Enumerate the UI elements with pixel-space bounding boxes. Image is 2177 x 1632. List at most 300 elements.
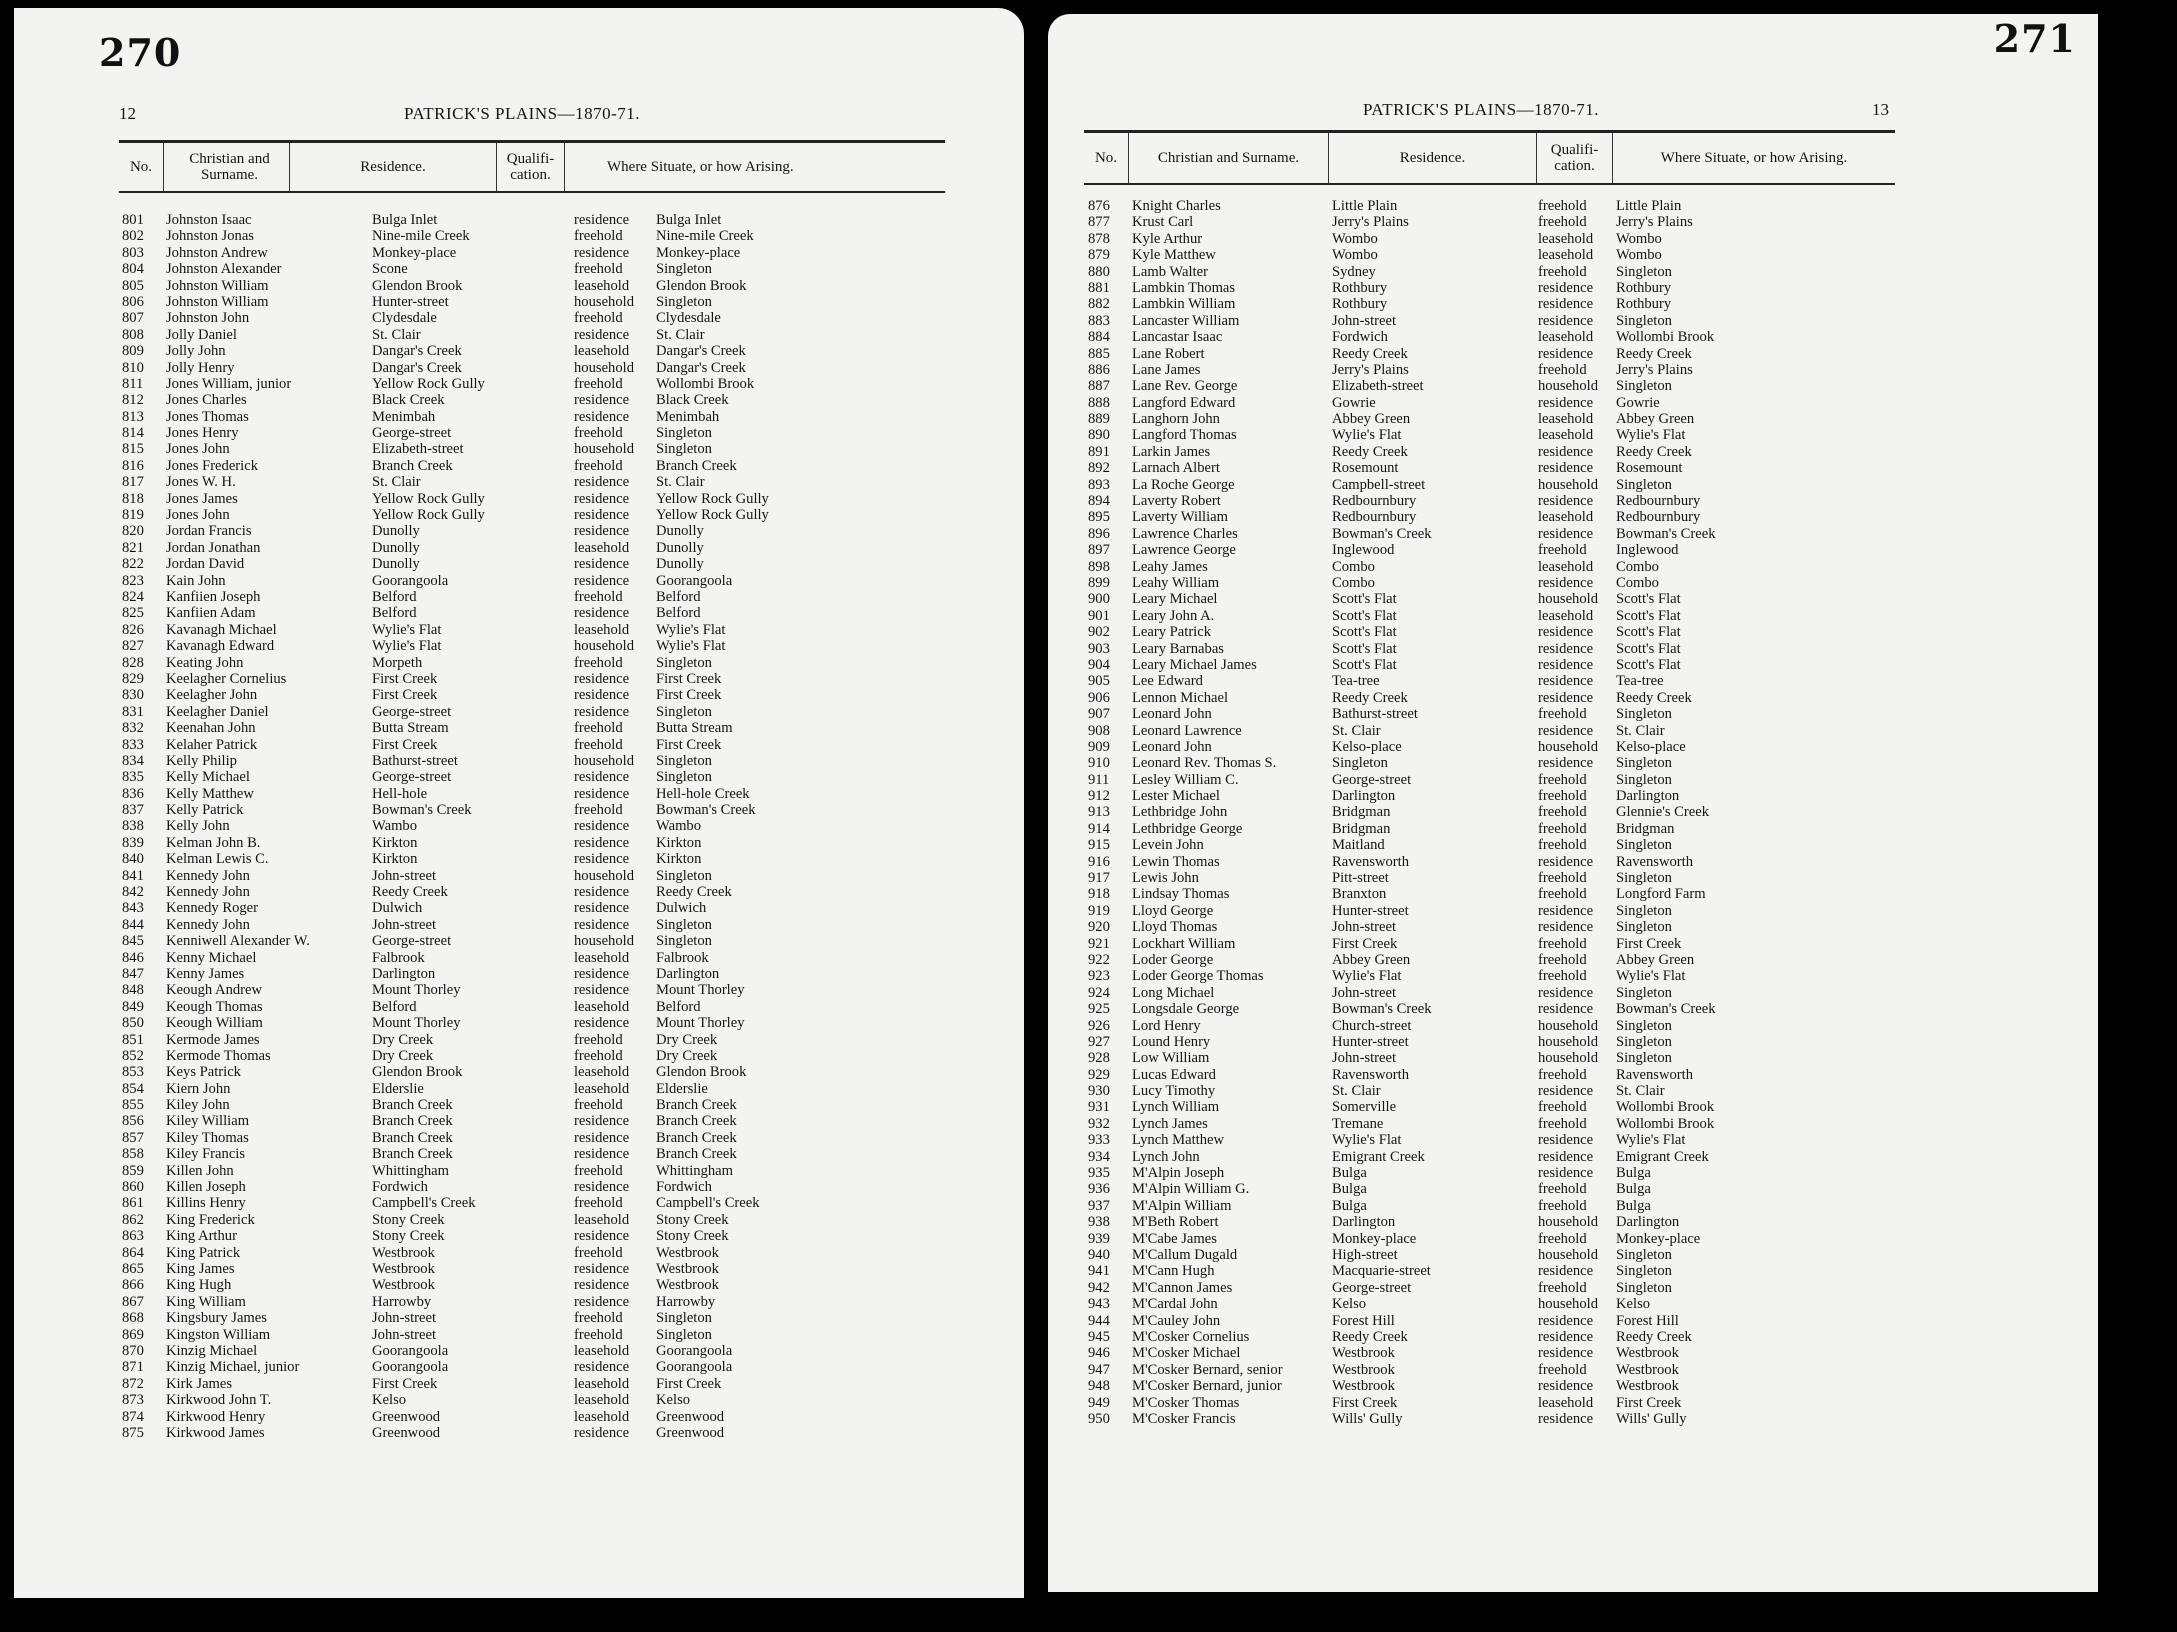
entry-name: Kenny Michael	[166, 949, 257, 966]
entry-residence: Wambo	[372, 818, 418, 835]
entry-residence: St. Clair	[372, 474, 421, 491]
entry-residence: Darlington	[1332, 788, 1396, 805]
entry-where: Wambo	[656, 818, 702, 835]
entry-name: Jolly John	[166, 343, 226, 360]
entry-residence: Westbrook	[372, 1244, 435, 1261]
entry-where: Mount Thorley	[656, 982, 745, 999]
page-title: PATRICK'S PLAINS—1870-71.	[1363, 100, 1599, 119]
entry-residence: Ravensworth	[1332, 853, 1410, 870]
entry-qualification: freehold	[1538, 771, 1587, 788]
elector-row	[122, 769, 866, 785]
entry-qualification: residence	[1538, 1328, 1594, 1345]
entry-residence: Wills' Gully	[1332, 1410, 1403, 1427]
entry-number: 844	[122, 916, 144, 933]
entry-where: Forest Hill	[1616, 1312, 1679, 1329]
entry-residence: Branch Creek	[372, 1129, 453, 1146]
entry-residence: Wombo	[1332, 230, 1378, 247]
entry-number: 810	[122, 359, 144, 376]
entry-residence: Elizabeth-street	[1332, 378, 1424, 395]
entry-residence: Little Plain	[1332, 198, 1398, 214]
entry-number: 802	[122, 228, 144, 245]
entry-residence: Branch Creek	[372, 1113, 453, 1130]
elector-row	[122, 982, 866, 998]
entry-number: 922	[1088, 951, 1110, 968]
entry-number: 923	[1088, 968, 1110, 985]
entry-qualification: leasehold	[574, 1392, 630, 1409]
entry-where: St. Clair	[656, 326, 705, 343]
entry-name: King Arthur	[166, 1228, 237, 1245]
entry-number: 840	[122, 851, 144, 868]
entry-qualification: household	[1538, 1296, 1598, 1313]
entry-number: 847	[122, 965, 144, 982]
entry-qualification: freehold	[1538, 820, 1587, 837]
entry-name: Lynch John	[1132, 1148, 1200, 1165]
entry-residence: First Creek	[372, 736, 438, 753]
entry-where: Singleton	[656, 654, 712, 671]
entry-number: 863	[122, 1228, 144, 1245]
elector-row	[1088, 1181, 1816, 1197]
entry-name: Kavanagh Michael	[166, 621, 277, 638]
entry-qualification: leasehold	[574, 1342, 630, 1359]
elector-row	[1088, 1395, 1816, 1411]
entry-number: 814	[122, 425, 144, 442]
entry-number: 881	[1088, 279, 1110, 296]
entry-residence: Branxton	[1332, 886, 1387, 903]
entry-where: Singleton	[1616, 312, 1672, 329]
entry-name: M'Alpin Joseph	[1132, 1165, 1225, 1182]
entry-where: Bulga	[1616, 1181, 1651, 1198]
header-name: Christian and Surname.	[163, 143, 289, 191]
entry-number: 817	[122, 474, 144, 491]
elector-row	[1088, 313, 1816, 329]
entry-number: 938	[1088, 1214, 1110, 1231]
entry-residence: Elderslie	[372, 1080, 424, 1097]
entry-where: First Creek	[656, 687, 722, 704]
handwritten-folio-number: 271	[1993, 16, 2076, 61]
entry-name: M'Cabe James	[1132, 1230, 1217, 1247]
entry-number: 824	[122, 588, 144, 605]
entry-qualification: leasehold	[574, 539, 630, 556]
entry-qualification: residence	[1538, 1312, 1594, 1329]
entry-qualification: residence	[1538, 722, 1594, 739]
entry-where: Branch Creek	[656, 1097, 737, 1114]
elector-row	[122, 900, 866, 916]
entry-number: 822	[122, 556, 144, 573]
entry-name: Kenny James	[166, 965, 245, 982]
entry-where: Scott's Flat	[1616, 656, 1681, 673]
entry-name: Lloyd George	[1132, 902, 1214, 919]
entry-qualification: residence	[1538, 1410, 1594, 1427]
entry-residence: Rothbury	[1332, 296, 1388, 313]
entry-where: Westbrook	[1616, 1378, 1679, 1395]
entry-residence: John-street	[1332, 919, 1397, 936]
entry-residence: George-street	[372, 933, 452, 950]
entry-where: Stony Creek	[656, 1228, 729, 1245]
entry-number: 891	[1088, 443, 1110, 460]
entry-name: Keenahan John	[166, 720, 256, 737]
entry-where: First Creek	[656, 1375, 722, 1392]
entry-residence: Church-street	[1332, 1017, 1412, 1034]
entry-qualification: residence	[1538, 345, 1594, 362]
elector-row	[1088, 1001, 1816, 1017]
entry-where: Whittingham	[656, 1162, 734, 1179]
entry-residence: Wylie's Flat	[1332, 1132, 1402, 1149]
entry-number: 836	[122, 785, 144, 802]
entry-residence: Campbell's Creek	[372, 1195, 476, 1212]
entry-name: Keys Patrick	[166, 1064, 241, 1081]
entry-qualification: freehold	[1538, 542, 1587, 559]
entry-number: 853	[122, 1064, 144, 1081]
entry-residence: Branch Creek	[372, 457, 453, 474]
entry-name: Jolly Daniel	[166, 326, 237, 343]
entry-number: 827	[122, 638, 144, 655]
entry-name: Kirk James	[166, 1375, 233, 1392]
entry-residence: Combo	[1332, 558, 1375, 575]
entry-qualification: residence	[1538, 312, 1594, 329]
entry-residence: First Creek	[372, 670, 438, 687]
entry-qualification: leasehold	[574, 1375, 630, 1392]
entry-where: Belford	[656, 588, 701, 605]
entry-number: 869	[122, 1326, 144, 1343]
entry-qualification: household	[574, 359, 634, 376]
entry-residence: Monkey-place	[1332, 1230, 1417, 1247]
entry-where: Dulwich	[656, 900, 707, 917]
entry-number: 929	[1088, 1066, 1110, 1083]
entry-number: 911	[1088, 771, 1110, 788]
entry-qualification: residence	[574, 982, 630, 999]
entry-qualification: freehold	[1538, 263, 1587, 280]
elector-row	[122, 425, 866, 441]
entry-number: 809	[122, 343, 144, 360]
entry-qualification: leasehold	[574, 1211, 630, 1228]
entry-qualification: freehold	[574, 1047, 623, 1064]
entry-number: 886	[1088, 361, 1110, 378]
entry-qualification: residence	[1538, 460, 1594, 477]
entry-number: 895	[1088, 509, 1110, 526]
entry-qualification: residence	[574, 965, 630, 982]
entry-number: 896	[1088, 525, 1110, 542]
entry-qualification: residence	[1538, 673, 1594, 690]
entry-qualification: residence	[1538, 279, 1594, 296]
entry-number: 946	[1088, 1345, 1110, 1362]
entry-where: Ravensworth	[1616, 853, 1694, 870]
entry-where: Darlington	[1616, 1214, 1680, 1231]
entry-residence: Goorangoola	[372, 572, 449, 589]
entry-number: 815	[122, 441, 144, 458]
entry-where: Darlington	[656, 965, 720, 982]
entry-name: Loder George Thomas	[1132, 968, 1264, 985]
elector-row	[122, 245, 866, 261]
entry-name: Kelly Matthew	[166, 785, 254, 802]
entry-name: Jones William, junior	[166, 375, 292, 392]
entry-number: 906	[1088, 689, 1110, 706]
entry-number: 920	[1088, 919, 1110, 936]
entry-name: Lethbridge George	[1132, 820, 1243, 837]
entry-where: Scott's Flat	[1616, 591, 1681, 608]
elector-row	[1088, 739, 1816, 755]
entry-number: 859	[122, 1162, 144, 1179]
entry-where: Singleton	[656, 1326, 712, 1343]
entry-where: Bowman's Creek	[656, 802, 756, 819]
entry-name: Langford Thomas	[1132, 427, 1237, 444]
entry-residence: Westbrook	[1332, 1361, 1395, 1378]
entry-qualification: freehold	[1538, 198, 1587, 214]
entry-qualification: household	[574, 752, 634, 769]
entry-where: Singleton	[1616, 919, 1672, 936]
entry-residence: Reedy Creek	[372, 884, 448, 901]
entry-name: M'Cosker Michael	[1132, 1345, 1241, 1362]
entry-name: Jordan Francis	[166, 523, 252, 540]
entry-where: Rothbury	[1616, 296, 1672, 313]
elector-row	[1088, 559, 1816, 575]
entry-where: Glennie's Creek	[1616, 804, 1709, 821]
entry-number: 927	[1088, 1033, 1110, 1050]
entry-name: Lloyd Thomas	[1132, 919, 1218, 936]
entry-name: Jones John	[166, 507, 230, 524]
entry-name: Lester Michael	[1132, 788, 1220, 805]
entry-where: Yellow Rock Gully	[656, 507, 769, 524]
entry-number: 913	[1088, 804, 1110, 821]
entry-number: 888	[1088, 394, 1110, 411]
entry-number: 879	[1088, 247, 1110, 264]
entry-qualification: residence	[574, 1359, 630, 1376]
elector-row	[1088, 1280, 1816, 1296]
entry-name: Jones James	[166, 490, 238, 507]
entry-residence: Gowrie	[1332, 394, 1376, 411]
elector-row	[1088, 985, 1816, 1001]
header-residence: Residence.	[289, 143, 496, 191]
entry-number: 854	[122, 1080, 144, 1097]
entry-where: Dunolly	[656, 539, 704, 556]
elector-row	[1088, 264, 1816, 280]
entry-residence: Westbrook	[372, 1277, 435, 1294]
entry-where: Bowman's Creek	[1616, 525, 1716, 542]
elector-row	[122, 474, 866, 490]
entry-residence: Goorangoola	[372, 1359, 449, 1376]
entry-residence: Reedy Creek	[1332, 689, 1408, 706]
entry-qualification: residence	[574, 523, 630, 540]
elector-row	[1088, 296, 1816, 312]
elector-row	[1088, 903, 1816, 919]
entry-where: Branch Creek	[656, 457, 737, 474]
elector-row	[122, 1195, 866, 1211]
entry-name: Killen Joseph	[166, 1179, 246, 1196]
entry-where: Wylie's Flat	[1616, 1132, 1686, 1149]
entry-qualification: household	[1538, 1050, 1598, 1067]
entry-residence: Morpeth	[372, 654, 423, 671]
entry-where: Wylie's Flat	[656, 638, 726, 655]
entry-number: 872	[122, 1375, 144, 1392]
entry-where: Wollombi Brook	[1616, 1115, 1715, 1132]
entry-name: Laverty Robert	[1132, 493, 1221, 510]
entry-number: 867	[122, 1293, 144, 1310]
entry-qualification: leasehold	[1538, 509, 1594, 526]
entry-qualification: freehold	[574, 425, 623, 442]
entry-residence: Wylie's Flat	[372, 621, 442, 638]
entry-number: 856	[122, 1113, 144, 1130]
entry-number: 877	[1088, 214, 1110, 231]
entry-number: 918	[1088, 886, 1110, 903]
entry-number: 858	[122, 1146, 144, 1163]
header-no: No.	[1094, 150, 1118, 166]
entry-name: Lucas Edward	[1132, 1066, 1216, 1083]
elector-row	[1088, 1116, 1816, 1132]
entry-name: Kirkwood James	[166, 1424, 265, 1441]
entry-qualification: residence	[574, 244, 630, 261]
entry-qualification: leasehold	[574, 1064, 630, 1081]
entry-name: Lamb Walter	[1132, 263, 1208, 280]
entry-where: Wylie's Flat	[656, 621, 726, 638]
header-residence: Residence.	[1328, 133, 1536, 183]
elector-row	[122, 392, 866, 408]
entry-where: Redbournbury	[1616, 493, 1701, 510]
entry-number: 937	[1088, 1197, 1110, 1214]
entry-residence: Bulga	[1332, 1197, 1367, 1214]
entry-qualification: freehold	[574, 310, 623, 327]
entry-residence: Bulga	[1332, 1181, 1367, 1198]
elector-row	[122, 1310, 866, 1326]
entry-name: Johnston Jonas	[166, 228, 254, 245]
entry-qualification: freehold	[1538, 968, 1587, 985]
entry-name: M'Cann Hugh	[1132, 1263, 1215, 1280]
elector-row	[122, 228, 866, 244]
entry-name: Kiley William	[166, 1113, 250, 1130]
entry-number: 808	[122, 326, 144, 343]
entry-qualification: residence	[574, 1228, 630, 1245]
entry-name: Long Michael	[1132, 984, 1215, 1001]
entry-number: 912	[1088, 788, 1110, 805]
entry-where: St. Clair	[1616, 722, 1665, 739]
entry-residence: Yellow Rock Gully	[372, 375, 485, 392]
entry-qualification: freehold	[574, 457, 623, 474]
entry-where: Falbrook	[656, 949, 709, 966]
entry-residence: Butta Stream	[372, 720, 449, 737]
elector-row	[1088, 1165, 1816, 1181]
entry-name: Kirkwood John T.	[166, 1392, 272, 1409]
entry-residence: Rosemount	[1332, 460, 1399, 477]
entry-residence: George-street	[1332, 771, 1412, 788]
entry-number: 883	[1088, 312, 1110, 329]
entry-residence: Stony Creek	[372, 1211, 445, 1228]
entry-qualification: freehold	[1538, 951, 1587, 968]
elector-row	[122, 540, 866, 556]
entry-where: Stony Creek	[656, 1211, 729, 1228]
entry-qualification: residence	[1538, 624, 1594, 641]
entry-number: 898	[1088, 558, 1110, 575]
entry-name: Lynch James	[1132, 1115, 1208, 1132]
entry-number: 916	[1088, 853, 1110, 870]
entry-name: Lee Edward	[1132, 673, 1203, 690]
entry-name: Lane James	[1132, 361, 1201, 378]
elector-row	[1088, 854, 1816, 870]
entry-qualification: residence	[1538, 689, 1594, 706]
entry-number: 820	[122, 523, 144, 540]
entry-number: 915	[1088, 837, 1110, 854]
entry-where: Singleton	[1616, 378, 1672, 395]
entry-residence: Inglewood	[1332, 542, 1395, 559]
entry-where: Kelso-place	[1616, 738, 1686, 755]
entry-where: Westbrook	[1616, 1361, 1679, 1378]
entry-name: Killins Henry	[166, 1195, 246, 1212]
entry-name: M'Beth Robert	[1132, 1214, 1219, 1231]
entry-name: Jones Charles	[166, 392, 247, 409]
elector-list	[122, 212, 866, 1441]
entry-qualification: freehold	[574, 588, 623, 605]
entry-residence: Bridgman	[1332, 804, 1391, 821]
entry-qualification: freehold	[574, 654, 623, 671]
entry-number: 803	[122, 244, 144, 261]
entry-residence: Dunolly	[372, 523, 420, 540]
entry-number: 942	[1088, 1279, 1110, 1296]
page-title: PATRICK'S PLAINS—1870-71.	[404, 104, 640, 123]
entry-number: 812	[122, 392, 144, 409]
entry-name: Kain John	[166, 572, 226, 589]
entry-where: Scott's Flat	[1616, 607, 1681, 624]
entry-where: Emigrant Creek	[1616, 1148, 1709, 1165]
entry-name: Lethbridge John	[1132, 804, 1228, 821]
entry-qualification: residence	[574, 507, 630, 524]
entry-where: Goorangoola	[656, 572, 733, 589]
elector-row	[1088, 690, 1816, 706]
entry-residence: Bowman's Creek	[1332, 1001, 1432, 1018]
elector-row	[1088, 1034, 1816, 1050]
elector-row	[1088, 1313, 1816, 1329]
entry-residence: Kirkton	[372, 851, 418, 868]
entry-where: Yellow Rock Gully	[656, 490, 769, 507]
entry-number: 839	[122, 834, 144, 851]
entry-residence: Rothbury	[1332, 279, 1388, 296]
elector-row	[1088, 1214, 1816, 1230]
entry-qualification: household	[574, 867, 634, 884]
entry-where: Redbournbury	[1616, 509, 1701, 526]
entry-name: Leary Patrick	[1132, 624, 1212, 641]
entry-name: Longsdale George	[1132, 1001, 1240, 1018]
entry-qualification: residence	[574, 572, 630, 589]
elector-row	[1088, 706, 1816, 722]
elector-row	[122, 851, 866, 867]
entry-number: 851	[122, 1031, 144, 1048]
entry-qualification: household	[1538, 1033, 1598, 1050]
entry-where: Wollombi Brook	[656, 375, 755, 392]
entry-number: 860	[122, 1179, 144, 1196]
entry-where: Dangar's Creek	[656, 343, 746, 360]
entry-where: Harrowby	[656, 1293, 716, 1310]
entry-where: Branch Creek	[656, 1146, 737, 1163]
elector-row	[122, 638, 866, 654]
entry-where: Abbey Green	[1616, 951, 1695, 968]
entry-where: Wollombi Brook	[1616, 329, 1715, 346]
entry-number: 947	[1088, 1361, 1110, 1378]
entry-number: 885	[1088, 345, 1110, 362]
entry-qualification: freehold	[1538, 788, 1587, 805]
elector-row	[122, 441, 866, 457]
entry-qualification: residence	[574, 1293, 630, 1310]
elector-row	[1088, 1362, 1816, 1378]
entry-qualification: household	[574, 293, 634, 310]
header-no: No.	[129, 159, 153, 175]
elector-row	[1088, 542, 1816, 558]
elector-row	[122, 720, 866, 736]
entry-residence: St. Clair	[1332, 1083, 1381, 1100]
entry-residence: Scott's Flat	[1332, 624, 1397, 641]
entry-residence: Scott's Flat	[1332, 607, 1397, 624]
entry-where: Dry Creek	[656, 1047, 718, 1064]
elector-row	[1088, 936, 1816, 952]
entry-residence: George-street	[372, 769, 452, 786]
entry-qualification: freehold	[1538, 1279, 1587, 1296]
entry-name: Kingsbury James	[166, 1310, 267, 1327]
elector-row	[122, 507, 866, 523]
